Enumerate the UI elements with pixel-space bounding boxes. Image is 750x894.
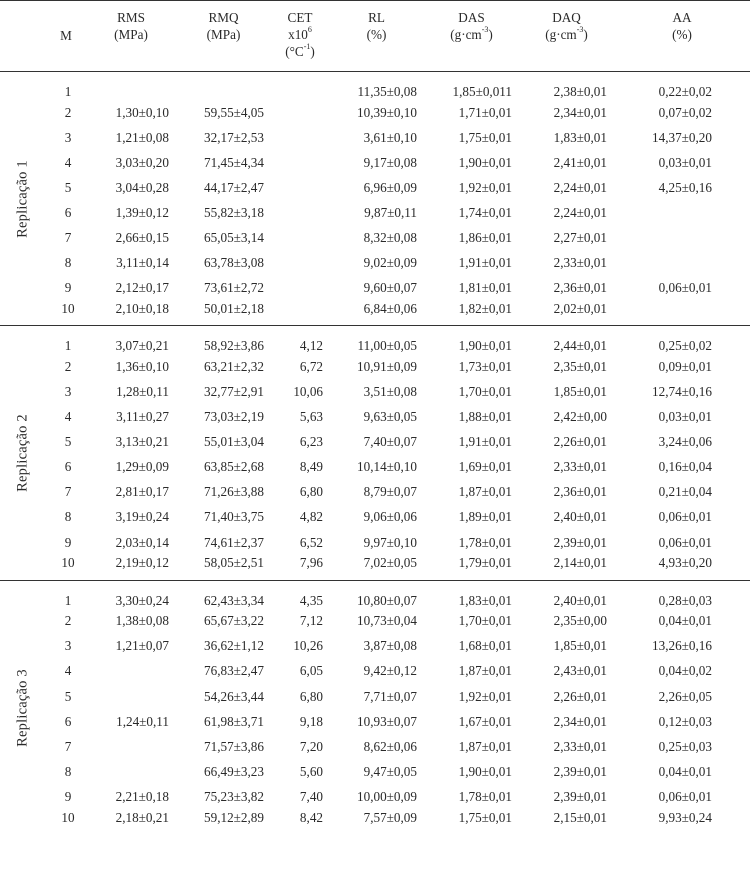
cell-aa: 0,06±0,01 [658,534,712,550]
cell-daq: 2,33±0,01 [553,459,607,475]
table-row [0,225,750,250]
cell-daq: 2,34±0,01 [553,104,607,120]
cell-rmq: 66,49±3,23 [204,763,264,779]
replication-label: Replicação 1 [14,159,31,238]
cell-daq: 2,15±0,01 [553,809,607,825]
cell-rmq: 50,01±2,18 [204,301,264,317]
cell-daq: 2,40±0,01 [553,592,607,608]
cell-m: 7 [64,738,72,754]
cell-m: 6 [64,713,72,729]
cell-rms [86,684,176,709]
cell-daq: 2,36±0,01 [553,280,607,296]
cell-daq: 2,35±0,00 [553,613,607,629]
cell-m: 8 [64,763,72,779]
cell-daq: 2,41±0,01 [553,154,607,170]
cell-aa: 0,07±0,02 [658,104,712,120]
cell-cet [271,72,329,101]
cell-das: 1,85±0,011 [452,84,512,99]
cell-rmq: 32,77±2,91 [204,383,264,399]
cell-das: 1,78±0,01 [458,534,512,550]
table-row [0,634,750,659]
cell-m: 6 [64,204,72,220]
cell-rmq: 74,61±2,37 [204,534,264,550]
header-m: M [60,28,72,43]
cell-rl: 9,60±0,07 [363,280,417,296]
cell-cet [271,225,329,250]
table-row [0,709,750,734]
table-row [0,555,750,580]
cell-daq: 2,24±0,01 [553,204,607,220]
cell-rl: 9,47±0,05 [363,763,417,779]
cell-das: 1,69±0,01 [458,459,512,475]
cell-rms: 3,11±0,27 [116,409,169,425]
header-rl: RL (%) [366,10,387,42]
cell-aa [614,301,750,326]
cell-rl: 7,57±0,09 [363,809,417,825]
cell-rl: 9,87±0,11 [364,204,417,220]
table-row [0,326,750,355]
cell-aa: 0,03±0,01 [658,154,712,170]
cell-rms: 2,03±0,14 [115,534,169,550]
cell-m: 1 [64,338,72,354]
replication-group [0,72,750,326]
table-row [0,580,750,609]
cell-m: 6 [64,459,72,475]
replication-label: Replicação 3 [14,668,31,747]
cell-daq: 1,85±0,01 [553,383,607,399]
cell-rmq: 58,05±2,51 [204,555,264,571]
cell-das: 1,73±0,01 [458,358,512,374]
cell-aa: 0,12±0,03 [658,713,712,729]
cell-cet [271,301,329,326]
cell-aa: 13,26±0,16 [652,638,712,654]
cell-rms: 2,66±0,15 [115,230,169,246]
cell-rms: 1,30±0,10 [115,104,169,120]
cell-rl: 10,00±0,09 [357,788,417,804]
cell-aa: 0,04±0,02 [658,663,712,679]
cell-rl: 9,02±0,09 [363,255,417,271]
cell-rl: 9,97±0,10 [363,534,417,550]
cell-cet [271,200,329,225]
header-aa: AA (%) [672,10,692,42]
cell-m: 5 [64,688,72,704]
cell-daq: 2,43±0,01 [553,663,607,679]
cell-m: 5 [64,434,72,450]
cell-m: 7 [64,230,72,246]
cell-m: 3 [64,129,72,145]
cell-rms: 1,28±0,11 [116,383,169,399]
cell-rms: 3,11±0,14 [116,255,169,271]
cell-rms: 1,36±0,10 [115,358,169,374]
cell-rms: 1,29±0,09 [115,459,169,475]
cell-aa: 4,25±0,16 [658,179,712,195]
cell-daq: 2,33±0,01 [553,738,607,754]
cell-das: 1,89±0,01 [458,509,512,525]
cell-das: 1,92±0,01 [458,688,512,704]
cell-rmq: 76,83±2,47 [204,663,264,679]
cell-m: 2 [64,358,72,374]
cell-rms: 2,19±0,12 [115,555,169,571]
cell-rl: 7,02±0,05 [363,555,417,571]
cell-m: 1 [64,84,72,99]
cell-das: 1,87±0,01 [458,663,512,679]
cell-m: 8 [64,255,72,271]
cell-das: 1,70±0,01 [458,383,512,399]
cell-rms: 3,19±0,24 [115,509,169,525]
cell-cet: 6,72 [299,358,323,374]
cell-cet: 6,80 [299,688,323,704]
cell-cet: 9,18 [299,713,323,729]
header-rmq: RMQ (MPa) [206,10,241,42]
cell-rms [86,734,176,759]
cell-rms: 3,30±0,24 [115,592,169,608]
cell-rmq: 44,17±2,47 [204,179,264,195]
cell-das: 1,78±0,01 [458,788,512,804]
cell-das: 1,91±0,01 [458,255,512,271]
table-row [0,530,750,555]
cell-rl: 6,84±0,06 [363,301,417,317]
cell-m: 5 [64,179,72,195]
cell-rl: 6,96±0,09 [363,179,417,195]
table-header [0,1,750,72]
cell-rl: 3,51±0,08 [363,383,417,399]
cell-rmq: 55,82±3,18 [204,204,264,220]
table-row [0,125,750,150]
cell-das: 1,81±0,01 [458,280,512,296]
cell-aa: 0,22±0,02 [658,84,712,99]
cell-das: 1,92±0,01 [458,179,512,195]
cell-rmq: 63,21±2,32 [204,358,264,374]
cell-rl: 11,35±0,08 [357,84,417,99]
table-row [0,430,750,455]
cell-rms: 2,18±0,21 [115,809,169,825]
cell-daq: 2,24±0,01 [553,179,607,195]
cell-das: 1,67±0,01 [458,713,512,729]
cell-rmq: 71,26±3,88 [204,484,264,500]
cell-m: 9 [64,788,72,804]
cell-rmq: 63,85±2,68 [204,459,264,475]
cell-rms: 1,38±0,08 [115,613,169,629]
cell-m: 3 [64,383,72,399]
cell-aa: 0,09±0,01 [658,358,712,374]
cell-rl: 3,87±0,08 [363,638,417,654]
cell-daq: 1,85±0,01 [553,638,607,654]
cell-m: 1 [64,592,72,608]
cell-cet [271,150,329,175]
cell-das: 1,68±0,01 [458,638,512,654]
replication-group [0,326,750,580]
cell-daq: 2,39±0,01 [553,788,607,804]
cell-das: 1,79±0,01 [458,555,512,571]
table-row [0,759,750,784]
cell-das: 1,82±0,01 [458,301,512,317]
cell-rl: 9,06±0,06 [363,509,417,525]
cell-m: 10 [61,301,75,317]
cell-rl: 10,93±0,07 [357,713,417,729]
cell-cet: 8,49 [299,459,323,475]
cell-m: 8 [64,509,72,525]
cell-das: 1,70±0,01 [458,613,512,629]
table-row [0,659,750,684]
cell-rmq: 59,12±2,89 [204,809,264,825]
header-das: DAS $(g\cdot cm^{-3})$ [450,10,493,42]
cell-rmq: 65,05±3,14 [204,230,264,246]
replication-label-cell [0,580,46,834]
cell-cet: 5,60 [299,763,323,779]
cell-rmq: 62,43±3,34 [204,592,264,608]
cell-aa: 0,06±0,01 [658,509,712,525]
cell-rms: 2,21±0,18 [115,788,169,804]
table-row [0,734,750,759]
table-row [0,100,750,125]
replication-label: Replicação 2 [14,414,31,492]
cell-aa: 0,25±0,03 [658,738,712,754]
cell-daq: 2,39±0,01 [553,534,607,550]
table-row [0,684,750,709]
cell-das: 1,87±0,01 [458,738,512,754]
cell-das: 1,74±0,01 [458,204,512,220]
cell-rmq: 63,78±3,08 [204,255,264,271]
cell-daq: 2,02±0,01 [553,301,607,317]
cell-rms [86,759,176,784]
cell-cet: 4,82 [299,509,323,525]
cell-rmq: 71,57±3,86 [204,738,264,754]
cell-cet [271,276,329,301]
cell-cet [271,125,329,150]
cell-cet: 6,05 [299,663,323,679]
cell-cet [271,175,329,200]
cell-m: 4 [64,409,72,425]
cell-cet [271,100,329,125]
cell-m: 2 [64,104,72,120]
cell-daq: 2,26±0,01 [553,688,607,704]
table-row [0,301,750,326]
cell-das: 1,88±0,01 [458,409,512,425]
cell-rmq: 36,62±1,12 [204,638,264,654]
cell-rl: 9,42±0,12 [363,663,417,679]
cell-das: 1,83±0,01 [458,592,512,608]
cell-rmq [176,72,271,101]
cell-cet: 4,35 [299,592,323,608]
cell-cet: 10,06 [293,383,323,399]
cell-aa: 0,04±0,01 [658,613,712,629]
cell-rl: 10,91±0,09 [357,358,417,374]
cell-aa: 2,26±0,05 [658,688,712,704]
cell-rmq: 65,67±3,22 [204,613,264,629]
table-row [0,784,750,809]
cell-cet: 6,80 [299,484,323,500]
cell-aa: 0,25±0,02 [658,338,712,354]
replication-group [0,580,750,834]
cell-daq: 2,26±0,01 [553,434,607,450]
cell-aa: 0,28±0,03 [658,592,712,608]
table-row [0,276,750,301]
cell-cet [271,251,329,276]
cell-m: 3 [64,638,72,654]
cell-aa: 0,03±0,01 [658,409,712,425]
cell-rms [86,72,176,101]
cell-aa: 4,93±0,20 [658,555,712,571]
cell-rmq: 58,92±3,86 [204,338,264,354]
cell-cet: 7,40 [299,788,323,804]
cell-rmq: 73,61±2,72 [204,280,264,296]
cell-cet: 7,20 [299,738,323,754]
table-row [0,175,750,200]
cell-m: 10 [61,555,75,571]
cell-aa: 14,37±0,20 [652,129,712,145]
cell-das: 1,75±0,01 [458,129,512,145]
cell-m: 9 [64,534,72,550]
cell-rl: 8,32±0,08 [363,230,417,246]
cell-rmq: 61,98±3,71 [204,713,264,729]
cell-rmq: 73,03±2,19 [204,409,264,425]
cell-rms [86,659,176,684]
cell-m: 4 [64,154,72,170]
table-row [0,809,750,834]
cell-aa: 0,06±0,01 [658,280,712,296]
cell-m: 4 [64,663,72,679]
group-header-cell [0,1,46,72]
cell-aa: 9,93±0,24 [658,809,712,825]
cell-rmq: 71,45±4,34 [204,154,264,170]
cell-cet: 8,42 [299,809,323,825]
table-row [0,150,750,175]
cell-das: 1,87±0,01 [458,484,512,500]
cell-daq: 1,83±0,01 [553,129,607,145]
header-row [0,1,750,72]
cell-aa: 12,74±0,16 [652,383,712,399]
cell-cet: 6,52 [299,534,323,550]
cell-rl: 10,14±0,10 [357,459,417,475]
table-row [0,405,750,430]
cell-das: 1,90±0,01 [458,338,512,354]
cell-cet: 5,63 [299,409,323,425]
header-cet: CET $x10^6$ $(^\circ C^{-1})$ [285,10,315,59]
cell-m: 10 [61,809,75,825]
replication-label-cell [0,326,46,580]
cell-m: 7 [64,484,72,500]
cell-daq: 2,36±0,01 [553,484,607,500]
cell-das: 1,71±0,01 [458,104,512,120]
cell-rmq: 54,26±3,44 [204,688,264,704]
cell-rmq: 32,17±2,53 [204,129,264,145]
cell-rl: 3,61±0,10 [363,129,417,145]
cell-rms: 2,12±0,17 [115,280,169,296]
cell-das: 1,86±0,01 [458,230,512,246]
cell-m: 2 [64,613,72,629]
table-row [0,354,750,379]
cell-cet: 7,12 [299,613,323,629]
table-row [0,505,750,530]
cell-aa: 0,06±0,01 [658,788,712,804]
cell-rms: 3,07±0,21 [115,338,169,354]
table-row [0,480,750,505]
cell-das: 1,91±0,01 [458,434,512,450]
cell-rl: 8,79±0,07 [363,484,417,500]
cell-rl: 9,17±0,08 [363,154,417,170]
cell-daq: 2,14±0,01 [553,555,607,571]
cell-daq: 2,39±0,01 [553,763,607,779]
cell-rl: 9,63±0,05 [363,409,417,425]
cell-rms: 2,10±0,18 [115,301,169,317]
cell-das: 1,90±0,01 [458,763,512,779]
cell-rl: 10,73±0,04 [357,613,417,629]
cell-cet: 7,96 [299,555,323,571]
cell-daq: 2,27±0,01 [553,230,607,246]
table-row [0,251,750,276]
replication-label-cell [0,72,46,326]
cell-rms: 1,24±0,11 [116,713,169,729]
cell-m: 9 [64,280,72,296]
cell-rmq: 71,40±3,75 [204,509,264,525]
cell-rms: 1,21±0,07 [115,638,169,654]
cell-rl: 7,40±0,07 [363,434,417,450]
cell-rl: 8,62±0,06 [363,738,417,754]
cell-aa: 0,21±0,04 [658,484,712,500]
cell-das: 1,90±0,01 [458,154,512,170]
cell-aa [614,225,750,250]
cell-daq: 2,42±0,00 [553,409,607,425]
cell-rl: 10,39±0,10 [357,104,417,120]
cell-rl: 7,71±0,07 [363,688,417,704]
cell-daq: 2,38±0,01 [553,84,607,99]
cell-aa: 3,24±0,06 [658,434,712,450]
table-row [0,200,750,225]
table-row [0,379,750,404]
cell-cet: 6,23 [299,434,323,450]
cell-aa [614,251,750,276]
cell-cet: 4,12 [299,338,323,354]
cell-rl: 10,80±0,07 [357,592,417,608]
table-row [0,72,750,101]
cell-rmq: 75,23±3,82 [204,788,264,804]
cell-rms: 3,13±0,21 [115,434,169,450]
cell-daq: 2,33±0,01 [553,255,607,271]
cell-das: 1,75±0,01 [458,809,512,825]
cell-rms: 1,39±0,12 [115,204,169,220]
cell-rms: 3,03±0,20 [115,154,169,170]
cell-aa: 0,16±0,04 [658,459,712,475]
header-rms: RMS (MPa) [114,10,148,42]
cell-rmq: 55,01±3,04 [204,434,264,450]
table-row [0,609,750,634]
cell-rms: 1,21±0,08 [115,129,169,145]
cell-rmq: 59,55±4,05 [204,104,264,120]
cell-aa [614,200,750,225]
cell-daq: 2,34±0,01 [553,713,607,729]
cell-cet: 10,26 [293,638,323,654]
cell-daq: 2,35±0,01 [553,358,607,374]
cell-rl: 11,00±0,05 [357,338,417,354]
table-row [0,455,750,480]
cell-daq: 2,44±0,01 [553,338,607,354]
cell-rms: 2,81±0,17 [115,484,169,500]
header-daq: DAQ $(g\cdot cm^{-3})$ [545,10,588,42]
cell-rms: 3,04±0,28 [115,179,169,195]
cell-daq: 2,40±0,01 [553,509,607,525]
cell-aa: 0,04±0,01 [658,763,712,779]
